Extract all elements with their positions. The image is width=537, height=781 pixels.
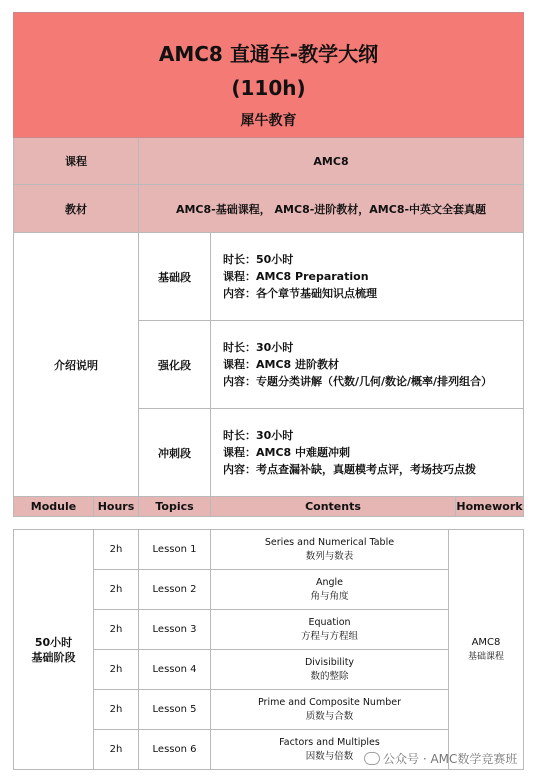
stage-duration: 时长：30小时	[223, 429, 294, 442]
course-value: AMC8	[139, 138, 524, 185]
intro-label: 介绍说明	[14, 233, 139, 497]
stage-content: 内容：各个章节基础知识点梳理	[223, 287, 377, 300]
module-cell	[14, 530, 94, 770]
header-hours: Hours	[94, 497, 139, 517]
stage-description	[211, 409, 524, 497]
lesson-topic: Lesson 3	[139, 610, 211, 650]
lesson-content-zh: 因数与倍数	[305, 750, 354, 762]
stage-course: 课程：AMC8 Preparation	[223, 270, 369, 283]
stage-name: 基础段	[139, 233, 211, 321]
lesson-content-zh: 方程与方程组	[300, 630, 358, 642]
header-homework: Homework	[456, 497, 524, 517]
lesson-topic: Lesson 4	[139, 650, 211, 690]
header-topics: Topics	[139, 497, 211, 517]
lesson-content-zh: 质数与合数	[305, 710, 354, 722]
lesson-content-en: Equation	[308, 616, 351, 628]
title-banner	[14, 13, 524, 138]
lesson-content-zh: 角与角度	[310, 590, 349, 602]
stage-content: 内容：考点查漏补缺，真题模考点评，考场技巧点拨	[223, 463, 476, 476]
lesson-hours: 2h	[94, 650, 139, 690]
watermark	[364, 750, 517, 767]
watermark-text: 公众号 · AMC数学竞赛班	[383, 752, 518, 766]
stage-course: 课程：AMC8 进阶教材	[223, 358, 340, 371]
stage-course: 课程：AMC8 中难题冲刺	[223, 446, 351, 459]
stage-description	[211, 321, 524, 409]
stage-name: 冲刺段	[139, 409, 211, 497]
lesson-content	[211, 570, 449, 610]
page-title-hours: (110h)	[231, 76, 306, 100]
stage-description	[211, 233, 524, 321]
lesson-hours: 2h	[94, 730, 139, 770]
homework-cell	[449, 530, 524, 770]
material-value: AMC8-基础课程， AMC8-进阶教材，AMC8-中英文全套真题	[139, 185, 524, 233]
page-title: AMC8 直通车-教学大纲	[158, 42, 379, 66]
syllabus-info-table	[13, 12, 524, 517]
lesson-content	[211, 650, 449, 690]
lesson-table	[13, 529, 524, 770]
lesson-content-en: Factors and Multiples	[279, 736, 380, 748]
lesson-hours: 2h	[94, 610, 139, 650]
lesson-topic: Lesson 6	[139, 730, 211, 770]
lesson-topic: Lesson 5	[139, 690, 211, 730]
lesson-content-zh: 数列与数表	[305, 550, 354, 562]
lesson-content	[211, 610, 449, 650]
homework-title: AMC8	[471, 636, 501, 648]
lesson-hours: 2h	[94, 530, 139, 570]
material-label: 教材	[14, 185, 139, 233]
lesson-content	[211, 690, 449, 730]
header-contents: Contents	[211, 497, 456, 517]
lesson-hours: 2h	[94, 570, 139, 610]
wechat-icon	[364, 752, 380, 765]
lesson-content	[211, 530, 449, 570]
lesson-content-zh: 数的整除	[310, 670, 349, 682]
stage-content: 内容：专题分类讲解（代数/几何/数论/概率/排列组合）	[223, 375, 493, 388]
module-stage: 基础阶段	[31, 650, 76, 664]
stage-duration: 时长：30小时	[223, 341, 294, 354]
table-row	[14, 530, 524, 570]
lesson-content-en: Angle	[315, 576, 344, 588]
lesson-hours: 2h	[94, 690, 139, 730]
lesson-topic: Lesson 1	[139, 530, 211, 570]
course-label: 课程	[14, 138, 139, 185]
lesson-content-en: Prime and Composite Number	[257, 696, 401, 708]
stage-duration: 时长：50小时	[223, 253, 294, 266]
lesson-topic: Lesson 2	[139, 570, 211, 610]
module-hours: 50小时	[34, 635, 73, 649]
homework-subtitle: 基础课程	[467, 651, 504, 662]
lesson-content-en: Divisibility	[304, 656, 355, 668]
lesson-content-en: Series and Numerical Table	[264, 536, 395, 548]
organization-name: 犀牛教育	[240, 113, 297, 129]
header-module: Module	[14, 497, 94, 517]
stage-name: 强化段	[139, 321, 211, 409]
